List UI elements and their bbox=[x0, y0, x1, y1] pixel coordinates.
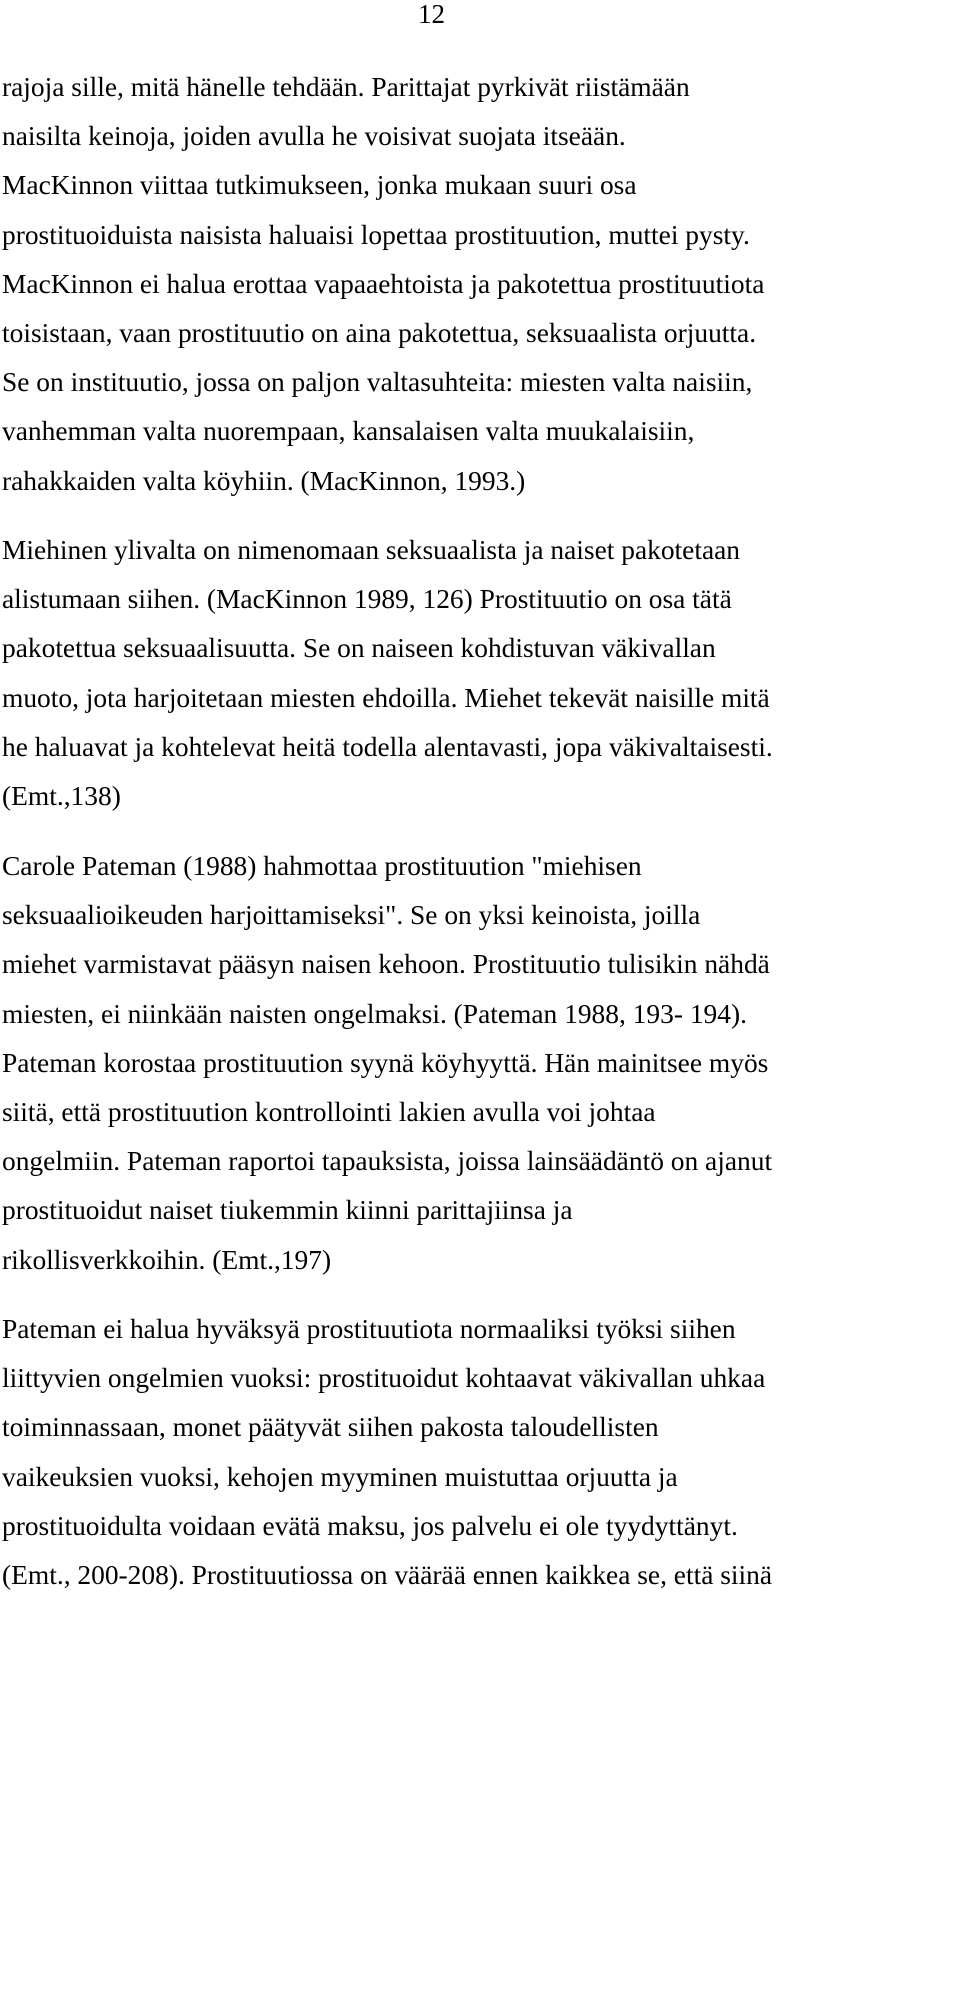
text-line: pakotettua seksuaalisuutta. Se on naiseen kohdistuvan väkivallan bbox=[2, 633, 716, 664]
text-line: rajoja sille, mitä hänelle tehdään. Parittajat pyrkivät riistämään bbox=[2, 72, 690, 102]
text-line: Pateman korostaa prostituution syynä köyhyyttä. Hän mainitsee myös bbox=[2, 1047, 769, 1078]
text-line: vaikeuksien vuoksi, kehojen myyminen muistuttaa orjuutta ja bbox=[2, 1461, 678, 1492]
text-line: Pateman ei halua hyväksyä prostituutiota normaaliksi työksi siihen bbox=[2, 1314, 736, 1344]
text-line: prostituoidulta voidaan evätä maksu, jos palvelu ei ole tyydyttänyt. bbox=[2, 1510, 738, 1541]
text-line: siitä, että prostituution kontrollointi lakien avulla voi johtaa bbox=[2, 1096, 656, 1127]
text-line: Carole Pateman (1988) hahmottaa prostituution "miehisen bbox=[2, 851, 642, 881]
text-line: MacKinnon viittaa tutkimukseen, jonka mukaan suuri osa bbox=[2, 170, 637, 201]
paragraph-3 bbox=[2, 842, 958, 1285]
text-line: Miehinen ylivalta on nimenomaan seksuaalista ja naiset pakotetaan bbox=[2, 535, 741, 565]
text-line: liittyvien ongelmien vuoksi: prostituoidut kohtaavat väkivallan uhkaa bbox=[2, 1363, 766, 1394]
text-line: (Emt., 200-208). Prostituutiossa on väärää ennen kaikkea se, että siinä bbox=[2, 1559, 773, 1590]
text-line: miesten, ei niinkään naisten ongelmaksi. (Pateman 1988, 193- 194). bbox=[2, 998, 747, 1029]
text-line: rikollisverkkoihin. (Emt.,197) bbox=[2, 1244, 332, 1275]
text-line: muoto, jota harjoitetaan miesten ehdoilla. Miehet tekevät naisille mitä bbox=[2, 682, 770, 713]
text-line: miehet varmistavat pääsyn naisen kehoon. Prostituutio tulisikin nähdä bbox=[2, 949, 770, 980]
text-line: ongelmiin. Pateman raportoi tapauksista, joissa lainsäädäntö on ajanut bbox=[2, 1146, 773, 1177]
paragraph-1 bbox=[2, 63, 958, 506]
paragraph-4 bbox=[2, 1305, 958, 1600]
text-line: prostituoidut naiset tiukemmin kiinni parittajiinsa ja bbox=[2, 1195, 573, 1226]
text-line: toisistaan, vaan prostituutio on aina pakotettua, seksuaalista orjuutta. bbox=[2, 317, 757, 348]
text-line: alistumaan siihen. (MacKinnon 1989, 126) Prostituutio on osa tätä bbox=[2, 584, 732, 615]
text-line: naisilta keinoja, joiden avulla he voisivat suojata itseään. bbox=[2, 121, 626, 152]
text-line: (Emt.,138) bbox=[2, 780, 121, 811]
text-line: vanhemman valta nuorempaan, kansalaisen valta muukalaisiin, bbox=[2, 416, 695, 447]
text-line: MacKinnon ei halua erottaa vapaaehtoista ja pakotettua prostituutiota bbox=[2, 268, 765, 299]
text-line: seksuaalioikeuden harjoittamiseksi". Se on yksi keinoista, joilla bbox=[2, 900, 701, 931]
paragraph-2 bbox=[2, 526, 958, 821]
text-line: toiminnassaan, monet päätyvät siihen pakosta taloudellisten bbox=[2, 1412, 659, 1443]
text-line: prostituoiduista naisista haluaisi lopettaa prostituution, muttei pysty. bbox=[2, 219, 750, 250]
text-line: he haluavat ja kohtelevat heitä todella alentavasti, jopa väkivaltaisesti. bbox=[2, 731, 773, 762]
text-line: Se on instituutio, jossa on paljon valtasuhteita: miesten valta naisiin, bbox=[2, 367, 753, 398]
page-number: 12 bbox=[418, 0, 445, 29]
text-line: rahakkaiden valta köyhiin. (MacKinnon, 1993.) bbox=[2, 465, 526, 496]
